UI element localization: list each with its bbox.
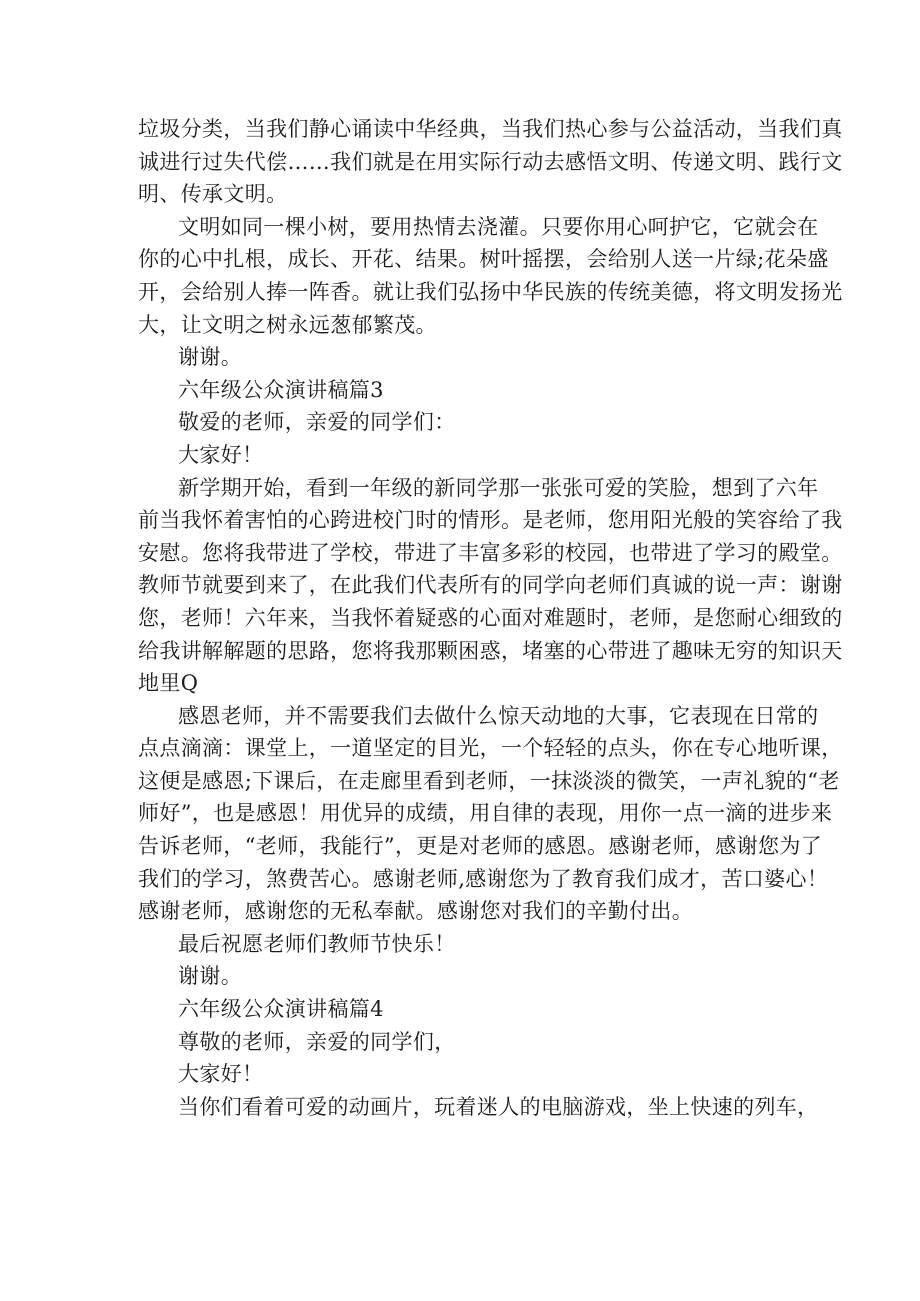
text-line: 这便是感恩;下课后，在走廊里看到老师，一抹淡淡的微笑，一声礼貌的“老 (138, 768, 840, 793)
document-body (138, 113, 843, 1123)
text-line: 谢谢。 (178, 964, 243, 989)
text-line: 安慰。您将我带进了学校，带进了丰富多彩的校园，也带进了学习的殿堂。 (138, 540, 843, 565)
text-line: 点点滴滴：课堂上，一道坚定的目光，一个轻轻的点头，你在专心地听课， (138, 736, 843, 761)
text-line: 当你们看着可爱的动画片，玩着迷人的电脑游戏，坐上快速的列车， (178, 1094, 819, 1119)
text-line: 六年级公众演讲稿篇4 (178, 997, 384, 1022)
text-line: 前当我怀着害怕的心跨进校门时的情形。是老师，您用阳光般的笑容给了我 (138, 508, 843, 533)
text-line: 大家好！ (178, 442, 264, 467)
text-line: 尊敬的老师，亲爱的同学们， (178, 1029, 456, 1054)
text-line: 明、传承文明。 (138, 182, 288, 207)
text-line: 六年级公众演讲稿篇3 (178, 377, 384, 402)
text-line: 新学期开始，看到一年级的新同学那一张张可爱的笑脸，想到了六年 (178, 475, 819, 500)
text-line: 师好”，也是感恩！用优异的成绩，用自律的表现，用你一点一滴的进步来 (138, 801, 833, 826)
text-line: 大，让文明之树永远葱郁繁茂。 (138, 312, 437, 337)
text-line: 文明如同一棵小树，要用热情去浇灌。只要你用心呵护它，它就会在 (178, 214, 819, 239)
text-line: 感谢老师，感谢您的无私奉献。感谢您对我们的辛勤付出。 (138, 899, 694, 924)
text-line: 谢谢。 (178, 345, 243, 370)
text-line: 我们的学习，煞费苦心。感谢老师,感谢您为了教育我们成才，苦口婆心！ (138, 866, 829, 891)
text-line: 您，老师！六年来，当我怀着疑惑的心面对难题时，老师，是您耐心细致的 (138, 605, 843, 630)
text-line: 你的心中扎根，成长、开花、结果。树叶摇摆，会给别人送一片绿;花朵盛 (138, 247, 829, 272)
text-line: 敬爱的老师，亲爱的同学们： (178, 410, 456, 435)
text-line: 开，会给别人捧一阵香。就让我们弘扬中华民族的传统美德，将文明发扬光 (138, 279, 843, 304)
text-line: 教师节就要到来了，在此我们代表所有的同学向老师们真诚的说一声：谢谢 (138, 573, 843, 598)
text-line: 诚进行过失代偿……我们就是在用实际行动去感悟文明、传递文明、践行文 (138, 149, 843, 174)
text-line: 垃圾分类，当我们静心诵读中华经典，当我们热心参与公益活动，当我们真 (138, 117, 843, 141)
text-line: 地里Q (138, 671, 199, 696)
text-line: 给我讲解解题的思路，您将我那颗困惑，堵塞的心带进了趣味无穷的知识天 (138, 638, 843, 663)
text-line: 大家好！ (178, 1062, 264, 1087)
text-line: 最后祝愿老师们教师节快乐！ (178, 931, 456, 956)
text-line: 告诉老师，“老师，我能行”，更是对老师的感恩。感谢老师，感谢您为了 (138, 834, 823, 859)
text-line: 感恩老师，并不需要我们去做什么惊天动地的大事，它表现在日常的 (178, 703, 819, 728)
